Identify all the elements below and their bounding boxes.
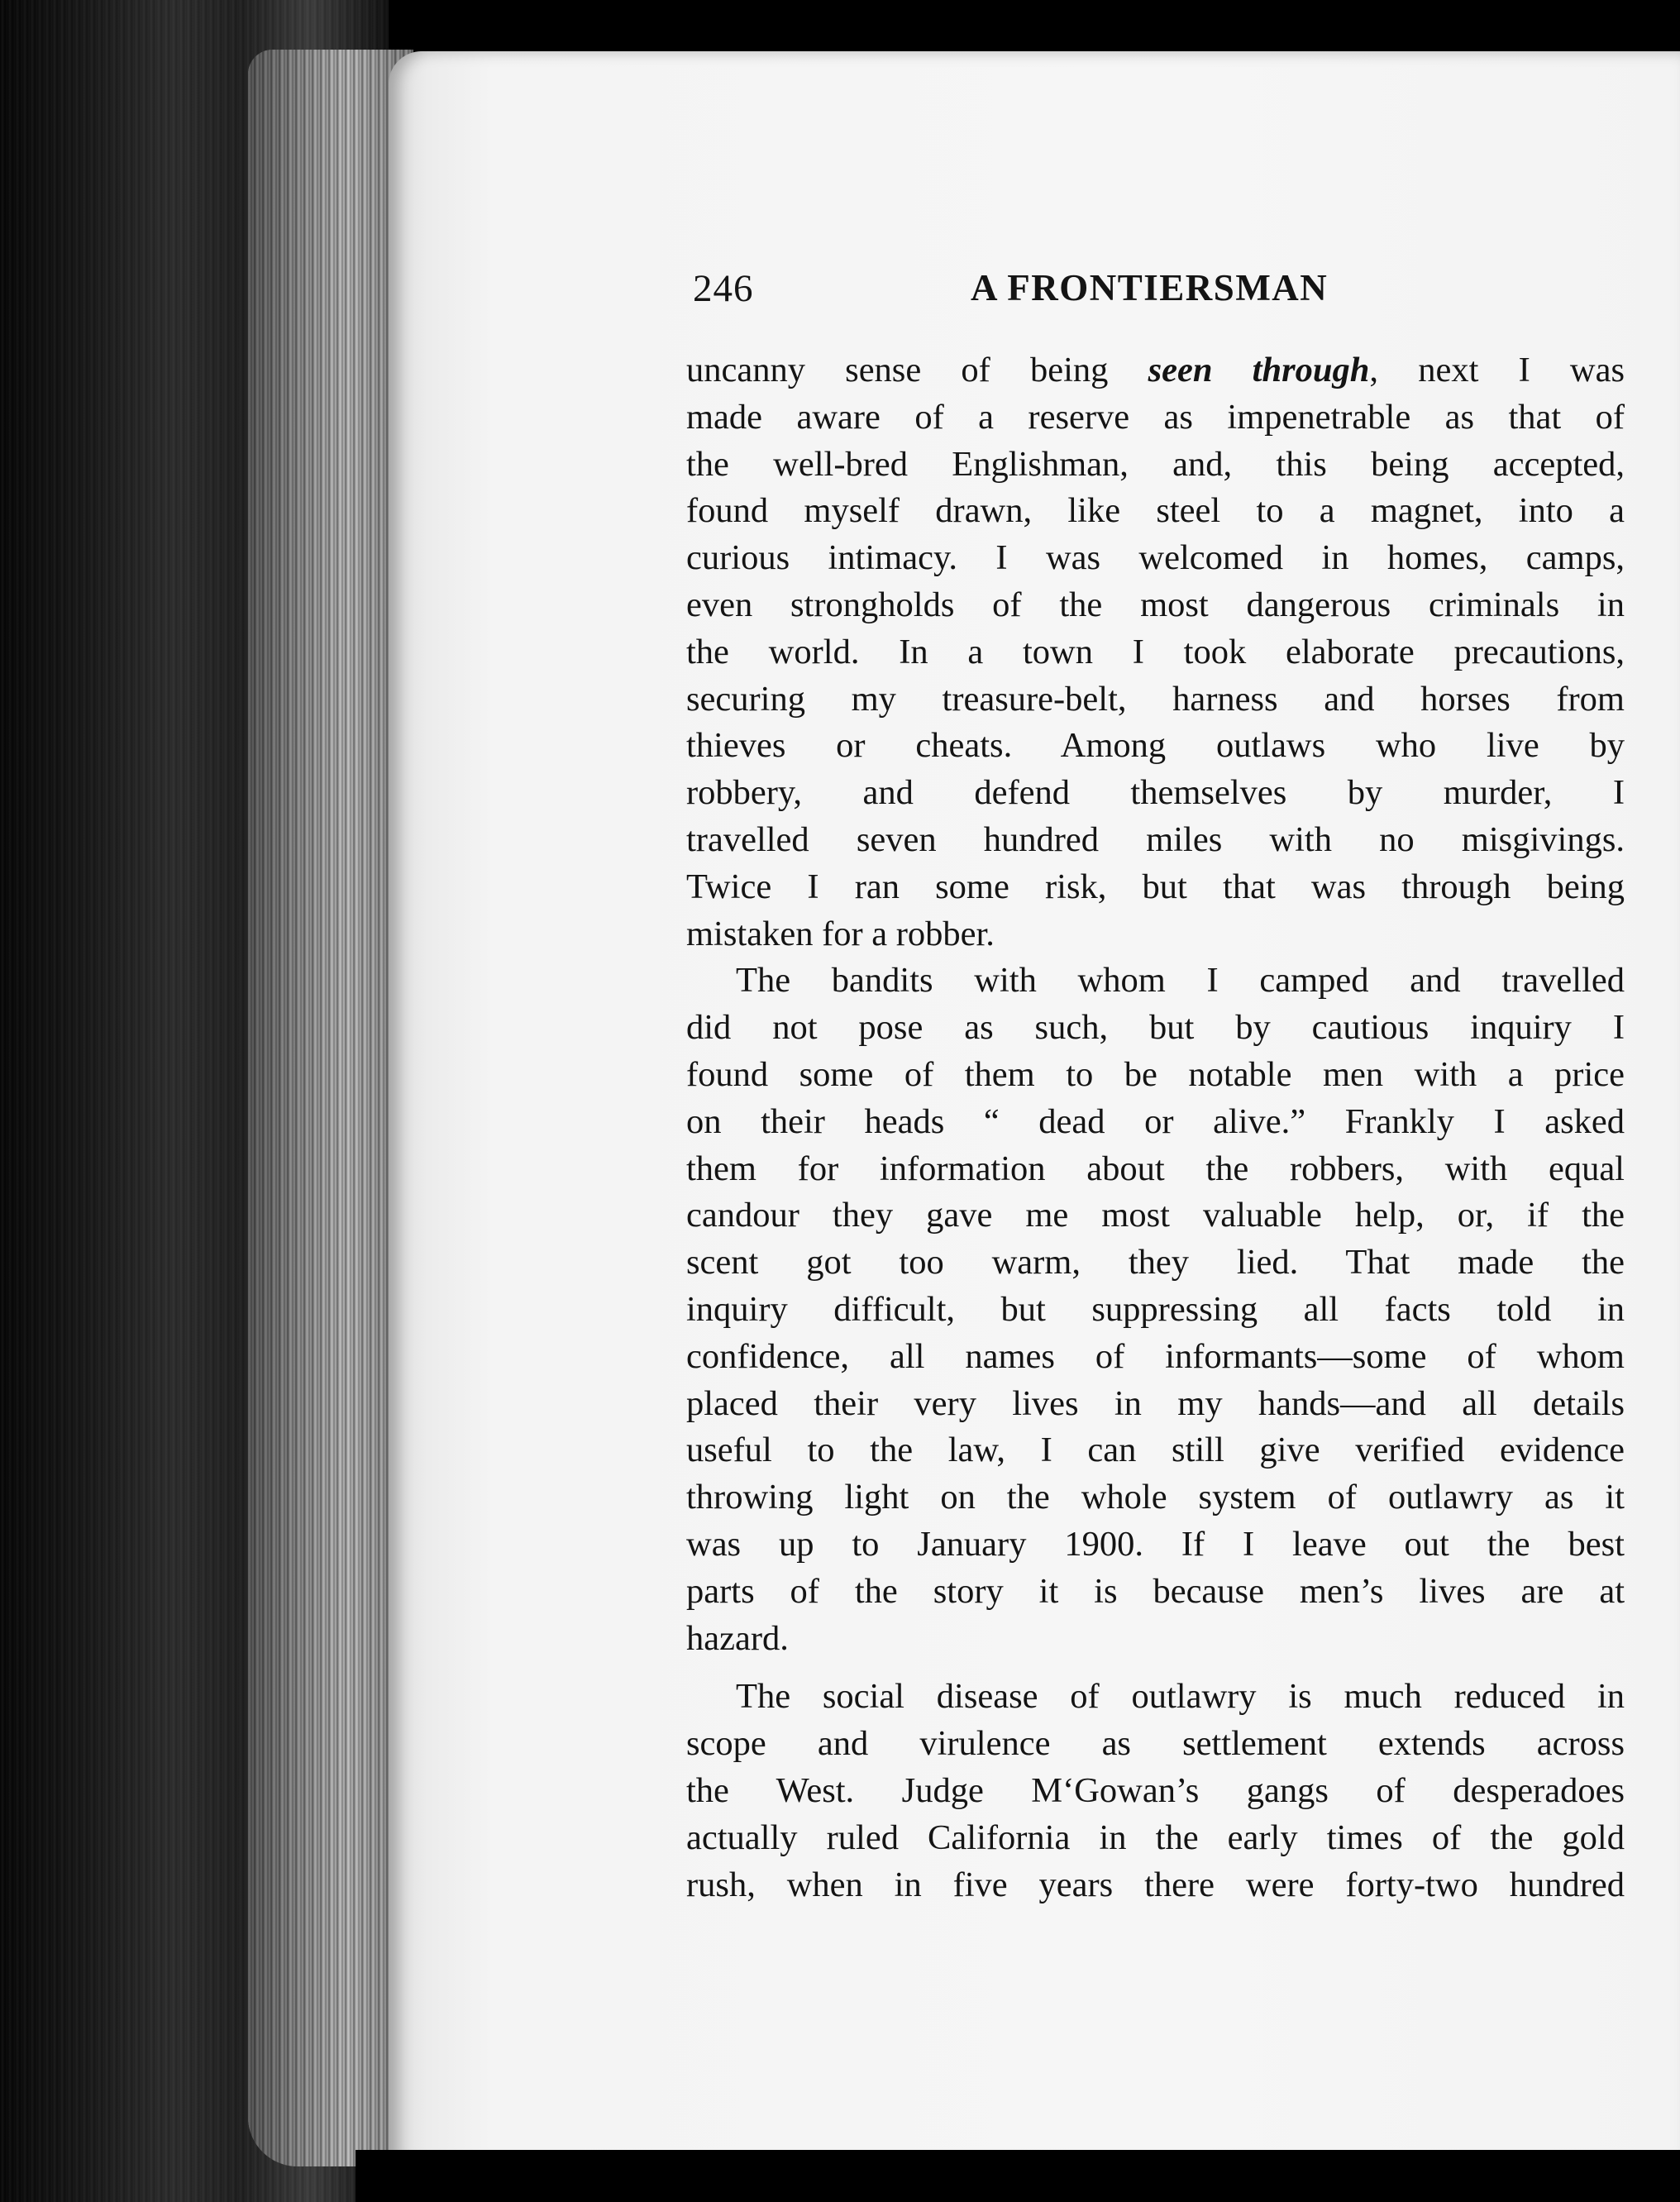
text-line: throwing light on the whole system of outlawry as it (686, 1478, 1625, 1517)
paragraph-2 (686, 958, 1625, 1662)
text-line: was up to January 1900. If I leave out the best (686, 1524, 1625, 1564)
text-line: found some of them to be notable men with a price (686, 1054, 1625, 1094)
text-line: on their heads “ dead or alive.” Frankly I asked (686, 1101, 1625, 1141)
page-bottom-shadow (356, 2150, 1680, 2202)
text-line: candour they gave me most valuable help, or, if the (686, 1196, 1625, 1235)
italic-phrase: seen through (1148, 351, 1370, 389)
text-line: the West. Judge M‘Gowan’s gangs of desperadoes (686, 1770, 1625, 1810)
text-line: inquiry difficult, but suppressing all facts told in (686, 1289, 1625, 1329)
paragraph-gap (686, 1662, 1625, 1674)
body-text (686, 347, 1625, 1908)
text-line: the well-bred Englishman, and, this being accepted, (686, 444, 1625, 484)
text-line: hazard. (686, 1618, 789, 1658)
running-header (693, 266, 1631, 316)
paragraph-1 (686, 347, 1625, 958)
text-line: travelled seven hundred miles with no misgivings. (686, 819, 1625, 859)
text-line: The bandits with whom I camped and travelled (736, 961, 1625, 1001)
text-line: made aware of a reserve as impenetrable as that of (686, 397, 1625, 437)
text-line: them for information about the robbers, with equal (686, 1149, 1625, 1188)
text-line: found myself drawn, like steel to a magnet, into a (686, 491, 1625, 531)
text-line: securing my treasure-belt, harness and horses from (686, 679, 1625, 719)
text-line: useful to the law, I can still give verified evidence (686, 1431, 1625, 1470)
text-line-part: uncanny sense of being (686, 351, 1148, 389)
text-line-part: , next I was (1369, 351, 1625, 389)
text-line: mistaken for a robber. (686, 914, 995, 953)
text-line: curious intimacy. I was welcomed in homes, camps, (686, 538, 1625, 578)
paragraph-3 (686, 1674, 1625, 1908)
text-line: thieves or cheats. Among outlaws who live by (686, 726, 1625, 766)
text-line: rush, when in five years there were forty-two hundred (686, 1865, 1625, 1904)
text-line: even strongholds of the most dangerous criminals in (686, 585, 1625, 624)
text-line: scope and virulence as settlement extends across (686, 1724, 1625, 1764)
text-line (686, 347, 1625, 394)
text-line: placed their very lives in my hands—and all details (686, 1383, 1625, 1423)
running-title: A FRONTIERSMAN (971, 267, 1329, 308)
text-line: parts of the story it is because men’s lives are at (686, 1571, 1625, 1611)
text-line: the world. In a town I took elaborate precautions, (686, 632, 1625, 671)
text-line: actually ruled California in the early times of the gold (686, 1817, 1625, 1857)
page-number: 246 (693, 267, 754, 310)
text-line: Twice I ran some risk, but that was through being (686, 867, 1625, 906)
text-line: The social disease of outlawry is much reduced in (736, 1677, 1625, 1717)
text-line: did not pose as such, but by cautious inquiry I (686, 1008, 1625, 1048)
text-line: confidence, all names of informants—some of whom (686, 1336, 1625, 1376)
text-line: scent got too warm, they lied. That made the (686, 1243, 1625, 1283)
text-line: robbery, and defend themselves by murder, I (686, 773, 1625, 813)
